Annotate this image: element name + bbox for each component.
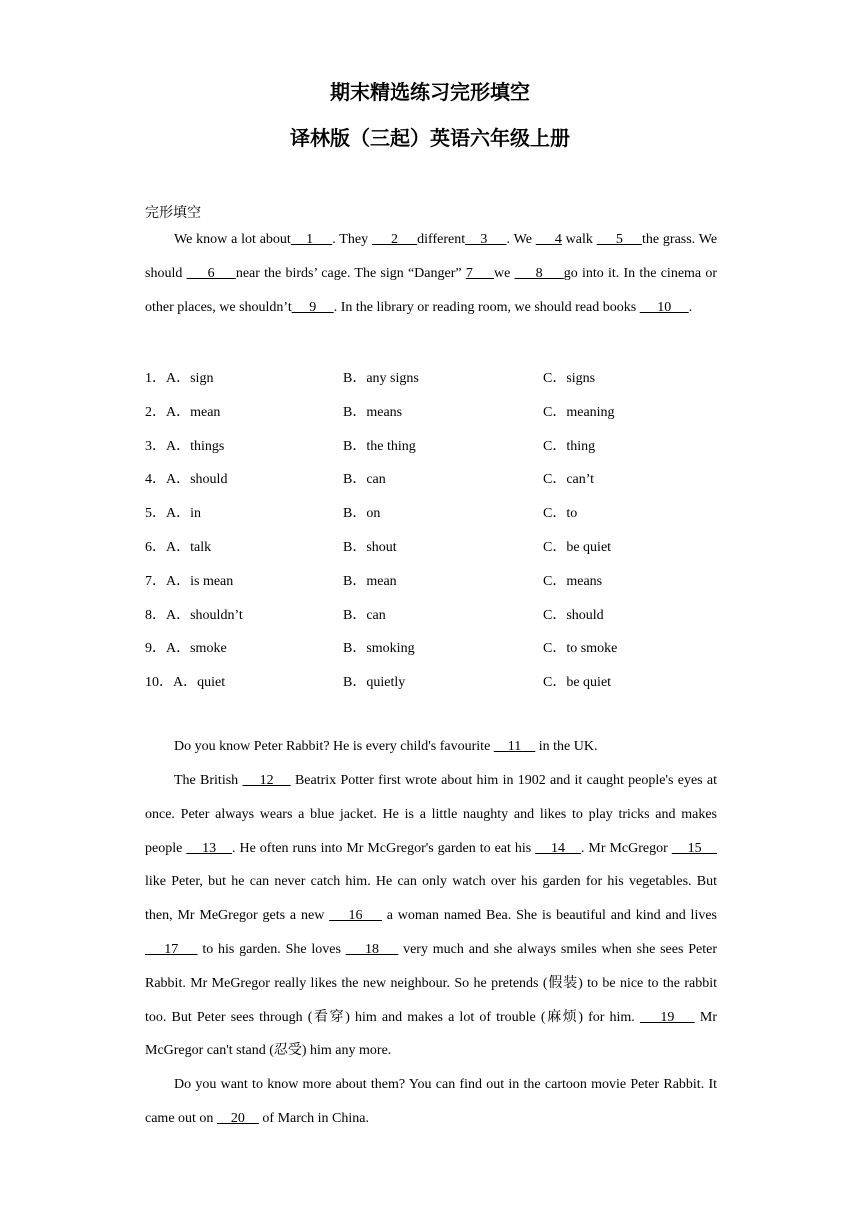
option-b: B．can — [343, 472, 386, 488]
passage-text: walk — [561, 232, 597, 247]
cloze-passage-1 — [145, 223, 717, 324]
option-a: 5．A．in — [145, 506, 201, 522]
blank-13: 13 — [186, 840, 233, 856]
blank-3: 3 — [465, 232, 507, 247]
option-row — [145, 494, 745, 528]
option-c: C．to smoke — [543, 641, 618, 657]
option-b: B．any signs — [343, 371, 419, 386]
blank-12: 12 — [242, 773, 291, 788]
blank-15: 15 — [671, 840, 718, 856]
passage-text: . We — [506, 232, 536, 247]
blank-7: 7 — [465, 265, 494, 281]
passage-text: . He often runs into Mr McGregor's garden to eat his — [232, 840, 536, 856]
passage-text: very much and she always smiles when she sees Peter Rabbit. Mr MeGregor really likes the new neighbour. So he pretends (假装) to be nice to the rabbit too. But Peter sees through (看穿) him and makes a lot of trouble (麻烦) for him. — [145, 941, 718, 1025]
passage-text: a woman named Bea. She is beautiful and kind and lives — [381, 908, 717, 924]
blank-1: 1 — [290, 232, 333, 247]
passage-text: the grass. We should — [145, 232, 718, 281]
passage-text: different — [417, 232, 466, 247]
option-row — [145, 596, 745, 630]
option-row — [145, 663, 745, 697]
option-b: B．shout — [343, 539, 397, 555]
passage-text: . In the library or reading room, we should read books — [333, 299, 640, 315]
blank-10: 10 — [639, 299, 689, 315]
passage-text: We know a lot about — [174, 232, 291, 247]
blank-6: 6 — [186, 265, 236, 281]
blank-16: 16 — [329, 908, 382, 924]
answer-options — [145, 359, 745, 697]
passage-text: Do you know Peter Rabbit? He is every child's favourite — [174, 739, 494, 754]
passage-text: near the birds’ cage. The sign “Danger” — [235, 265, 466, 281]
cloze-passage-2-ending — [145, 1068, 717, 1136]
passage-text: we — [493, 265, 515, 281]
passage-text: Mr McGregor can't stand (忍受) him any more. — [145, 1009, 717, 1059]
passage-text: in the UK. — [535, 739, 598, 754]
option-row — [145, 393, 745, 427]
option-c: C．to — [543, 506, 578, 522]
option-row — [145, 629, 745, 663]
option-c: C．means — [543, 573, 603, 589]
option-a: 7．A．is mean — [145, 573, 234, 589]
option-a: 6．A．talk — [145, 539, 212, 555]
option-c: C．should — [543, 607, 604, 623]
option-b: B．mean — [343, 573, 397, 589]
blank-18: 18 — [345, 941, 399, 957]
option-b: B．the thing — [343, 438, 416, 454]
option-row — [145, 427, 745, 461]
option-row — [145, 359, 745, 393]
blank-9: 9 — [291, 299, 334, 315]
passage-text: . They — [332, 232, 372, 247]
page-title: 期末精选练习完形填空 — [330, 80, 530, 104]
option-a: 3．A．things — [145, 438, 225, 454]
option-a: 9．A．smoke — [145, 641, 227, 657]
option-a: 8．A．shouldn’t — [145, 607, 243, 623]
page-subtitle: 译林版（三起）英语六年级上册 — [290, 126, 570, 150]
option-a: 1．A．sign — [145, 371, 214, 386]
blank-20: 20 — [216, 1110, 259, 1126]
section-heading: 完形填空 — [145, 205, 201, 221]
option-a: 2．A．mean — [145, 404, 221, 420]
blank-17: 17 — [145, 941, 198, 957]
blank-8: 8 — [514, 265, 564, 281]
blank-11: 11 — [493, 739, 536, 754]
passage-text: Beatrix Potter first wrote about him in 1902 and it caught people's eyes at once. Peter always wears a blue jacket. He is a little naughty and likes to play tricks and makes people — [145, 773, 718, 856]
option-b: B．can — [343, 607, 386, 623]
option-row — [145, 528, 745, 562]
option-row — [145, 460, 745, 494]
passage-text: . — [688, 299, 693, 315]
passage-text: . Mr McGregor — [580, 840, 672, 856]
option-c: C．be quiet — [543, 539, 612, 555]
option-b: B．smoking — [343, 641, 415, 657]
passage-text: Do you want to know more about them? You can find out in the cartoon movie Peter Rabbit. It came out on — [145, 1077, 717, 1126]
blank-4: 4 — [535, 232, 562, 247]
passage-text: of March in China. — [258, 1110, 369, 1126]
passage-text: go into it. In the cinema or other places, we shouldn’t — [145, 265, 718, 315]
blank-5: 5 — [596, 232, 642, 247]
option-row — [145, 562, 745, 596]
option-b: B．on — [343, 506, 381, 522]
option-b: B．quietly — [343, 675, 406, 691]
option-c: C．signs — [543, 371, 596, 386]
cloze-passage-2-body — [145, 764, 717, 1068]
option-b: B．means — [343, 404, 403, 420]
option-c: C．be quiet — [543, 675, 612, 691]
blank-14: 14 — [535, 840, 581, 856]
passage-text: like Peter, but he can never catch him. He can only watch over his garden for his vegetables. But then, Mr MeGregor gets a new — [145, 874, 717, 924]
blank-2: 2 — [371, 232, 418, 247]
option-a: 10．A．quiet — [145, 675, 226, 691]
option-c: C．can’t — [543, 472, 595, 488]
option-c: C．meaning — [543, 404, 615, 420]
option-c: C．thing — [543, 438, 596, 454]
passage-text: The British — [174, 773, 243, 788]
option-a: 4．A．should — [145, 472, 228, 488]
passage-text: to his garden. She loves — [197, 941, 346, 957]
blank-19: 19 — [639, 1009, 695, 1025]
cloze-passage-2-intro — [145, 730, 717, 764]
